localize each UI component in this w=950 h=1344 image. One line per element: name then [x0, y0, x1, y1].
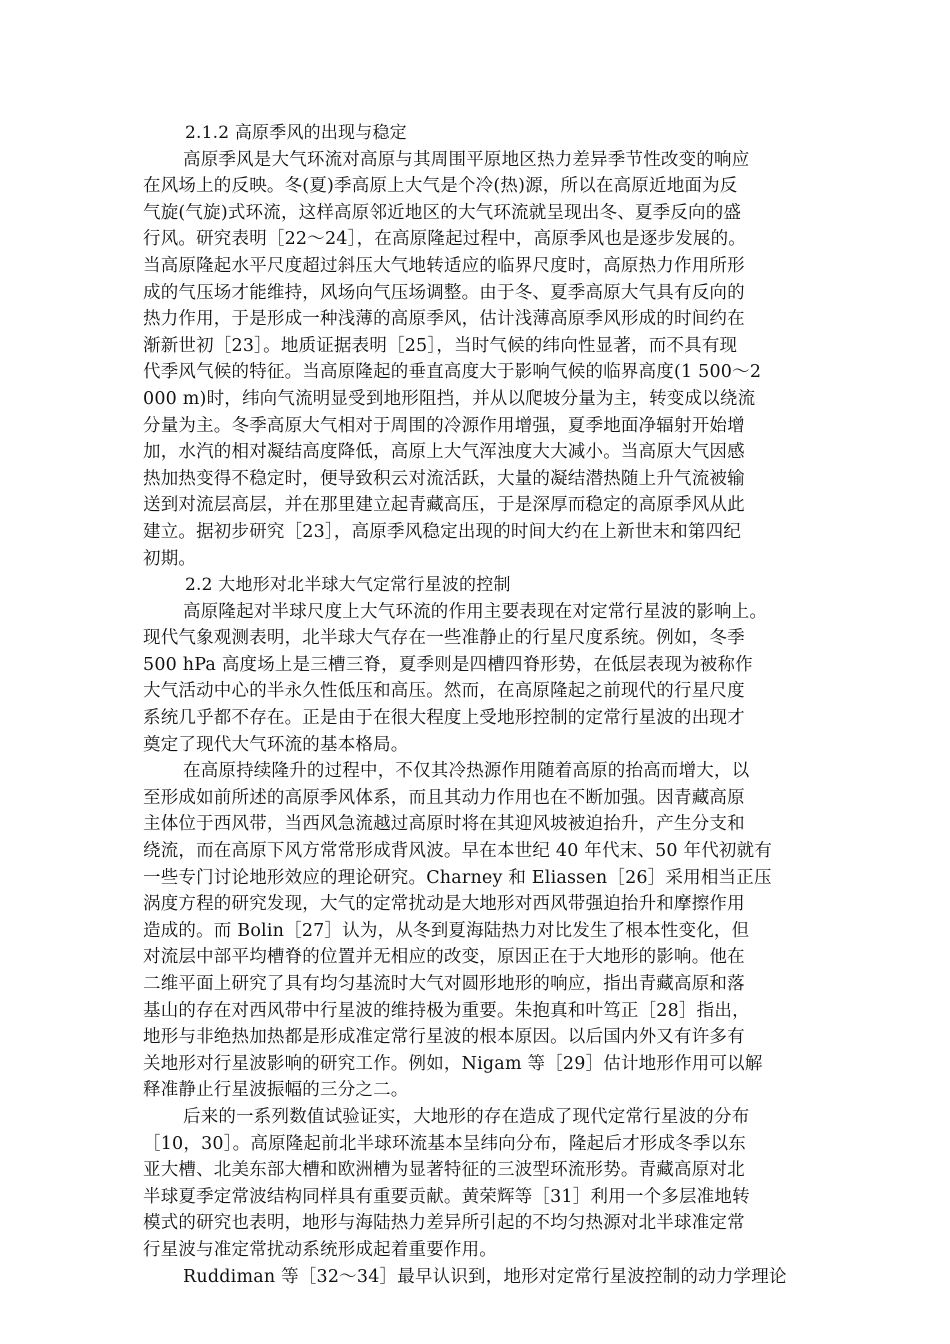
- document-body: [143, 120, 813, 1290]
- text-line: 代季风气候的特征。当高原隆起的垂直高度大于影响气候的临界高度(1 500～2: [143, 362, 762, 383]
- text-line: 后来的一系列数值试验证实，大地形的存在造成了现代定常行星波的分布: [183, 1106, 750, 1127]
- text-line: 000 m)时，纬向气流明显受到地形阻挡，并从以爬坡分量为主，转变成以绕流: [143, 388, 756, 409]
- text-line: Ruddiman 等［32～34］最早认识到，地形对定常行星波控制的动力学理论: [183, 1266, 787, 1287]
- text-line: 热加热变得不稳定时，便导致积云对流活跃，大量的凝结潜热随上升气流被输: [143, 468, 745, 489]
- text-line: 主体位于西风带，当西风急流越过高原时将在其迎风坡被迫抬升，产生分支和: [143, 814, 745, 835]
- text-line: 地形与非绝热加热都是形成准定常行星波的根本原因。以后国内外又有许多有: [143, 1027, 745, 1048]
- section-heading: 2.1.2 高原季风的出现与稳定: [185, 123, 407, 143]
- text-line: 现代气象观测表明，北半球大气存在一些准静止的行星尺度系统。例如，冬季: [143, 628, 745, 649]
- text-line: 热力作用，于是形成一种浅薄的高原季风，估计浅薄高原季风形成的时间约在: [143, 309, 745, 330]
- text-line: 亚大槽、北美东部大槽和欧洲槽为显著特征的三波型环流形势。青藏高原对北: [143, 1160, 745, 1181]
- text-line: 气旋(气旋)式环流，这样高原邻近地区的大气环流就呈现出冬、夏季反向的盛: [143, 202, 742, 223]
- text-line: 奠定了现代大气环流的基本格局。: [143, 734, 409, 755]
- text-line: 送到对流层高层，并在那里建立起青藏高压，于是深厚而稳定的高原季风从此: [143, 495, 745, 516]
- text-line: 行风。研究表明［22～24］，在高原隆起过程中，高原季风也是逐步发展的。: [143, 229, 746, 250]
- text-line: 建立。据初步研究［23］，高原季风稳定出现的时间大约在上新世末和第四纪: [143, 521, 742, 542]
- text-line: 大气活动中心的半永久性低压和高压。然而，在高原隆起之前现代的行星尺度: [143, 681, 745, 702]
- text-line: 成的气压场才能维持，风场向气压场调整。由于冬、夏季高原大气具有反向的: [143, 282, 745, 303]
- text-line: 加，水汽的相对凝结高度降低，高原上大气浑浊度大大减小。当高原大气因感: [143, 442, 745, 463]
- text-line: 涡度方程的研究发现，大气的定常扰动是大地形对西风带强迫抬升和摩擦作用: [143, 894, 745, 915]
- section-heading: 2.2 大地形对北半球大气定常行星波的控制: [185, 575, 511, 596]
- text-line: 一些专门讨论地形效应的理论研究。Charney 和 Eliassen［26］采用相当正压: [143, 867, 772, 888]
- text-line: 高原季风是大气环流对高原与其周围平原地区热力差异季节性改变的响应: [183, 149, 750, 170]
- text-line: 系统几乎都不存在。正是由于在很大程度上受地形控制的定常行星波的出现才: [143, 708, 745, 729]
- text-line: 渐新世初［23］。地质证据表明［25］，当时气候的纬向性显著，而不具有现: [143, 335, 738, 356]
- text-line: 高原隆起对半球尺度上大气环流的作用主要表现在对定常行星波的影响上。: [183, 601, 768, 622]
- text-line: 500 hPa 高度场上是三槽三脊，夏季则是四槽四脊形势，在低层表现为被称作: [143, 654, 753, 675]
- text-line: 至形成如前所述的高原季风体系，而且其动力作用也在不断加强。因青藏高原: [143, 787, 745, 808]
- text-line: ［10，30］。高原隆起前北半球环流基本呈纬向分布，隆起后才形成冬季以东: [143, 1133, 746, 1154]
- text-line: 分量为主。冬季高原大气相对于周围的冷源作用增强，夏季地面净辐射开始增: [143, 415, 745, 436]
- text-line: 在高原持续隆升的过程中，不仅其冷热源作用随着高原的抬高而增大，以: [183, 761, 750, 782]
- text-line: 当高原隆起水平尺度超过斜压大气地转适应的临界尺度时，高原热力作用所形: [143, 255, 745, 276]
- text-line: 对流层中部平均槽脊的位置并无相应的改变，原因正在于大地形的影响。他在: [143, 947, 745, 968]
- text-line: 半球夏季定常波结构同样具有重要贡献。黄荣辉等［31］利用一个多层准地转: [143, 1186, 750, 1207]
- text-line: 初期。: [143, 548, 197, 569]
- text-line: 释准静止行星波振幅的三分之二。: [143, 1080, 409, 1101]
- text-line: 绕流，而在高原下风方常常形成背风波。早在本世纪 40 年代末、50 年代初就有: [143, 841, 773, 862]
- text-line: 行星波与准定常扰动系统形成起着重要作用。: [143, 1239, 497, 1260]
- text-line: 模式的研究也表明，地形与海陆热力差异所引起的不均匀热源对北半球准定常: [143, 1213, 745, 1234]
- text-line: 造成的。而 Bolin［27］认为，从冬到夏海陆热力对比发生了根本性变化，但: [143, 920, 750, 941]
- text-line: 基山的存在对西风带中行星波的维持极为重要。朱抱真和叶笃正［28］指出，: [143, 1000, 750, 1021]
- text-line: 关地形对行星波影响的研究工作。例如，Nigam 等［29］估计地形作用可以解: [143, 1053, 763, 1074]
- text-line: 在风场上的反映。冬(夏)季高原上大气是个冷(热)源，所以在高原近地面为反: [143, 176, 738, 197]
- text-line: 二维平面上研究了具有均匀基流时大气对圆形地形的响应，指出青藏高原和落: [143, 974, 745, 994]
